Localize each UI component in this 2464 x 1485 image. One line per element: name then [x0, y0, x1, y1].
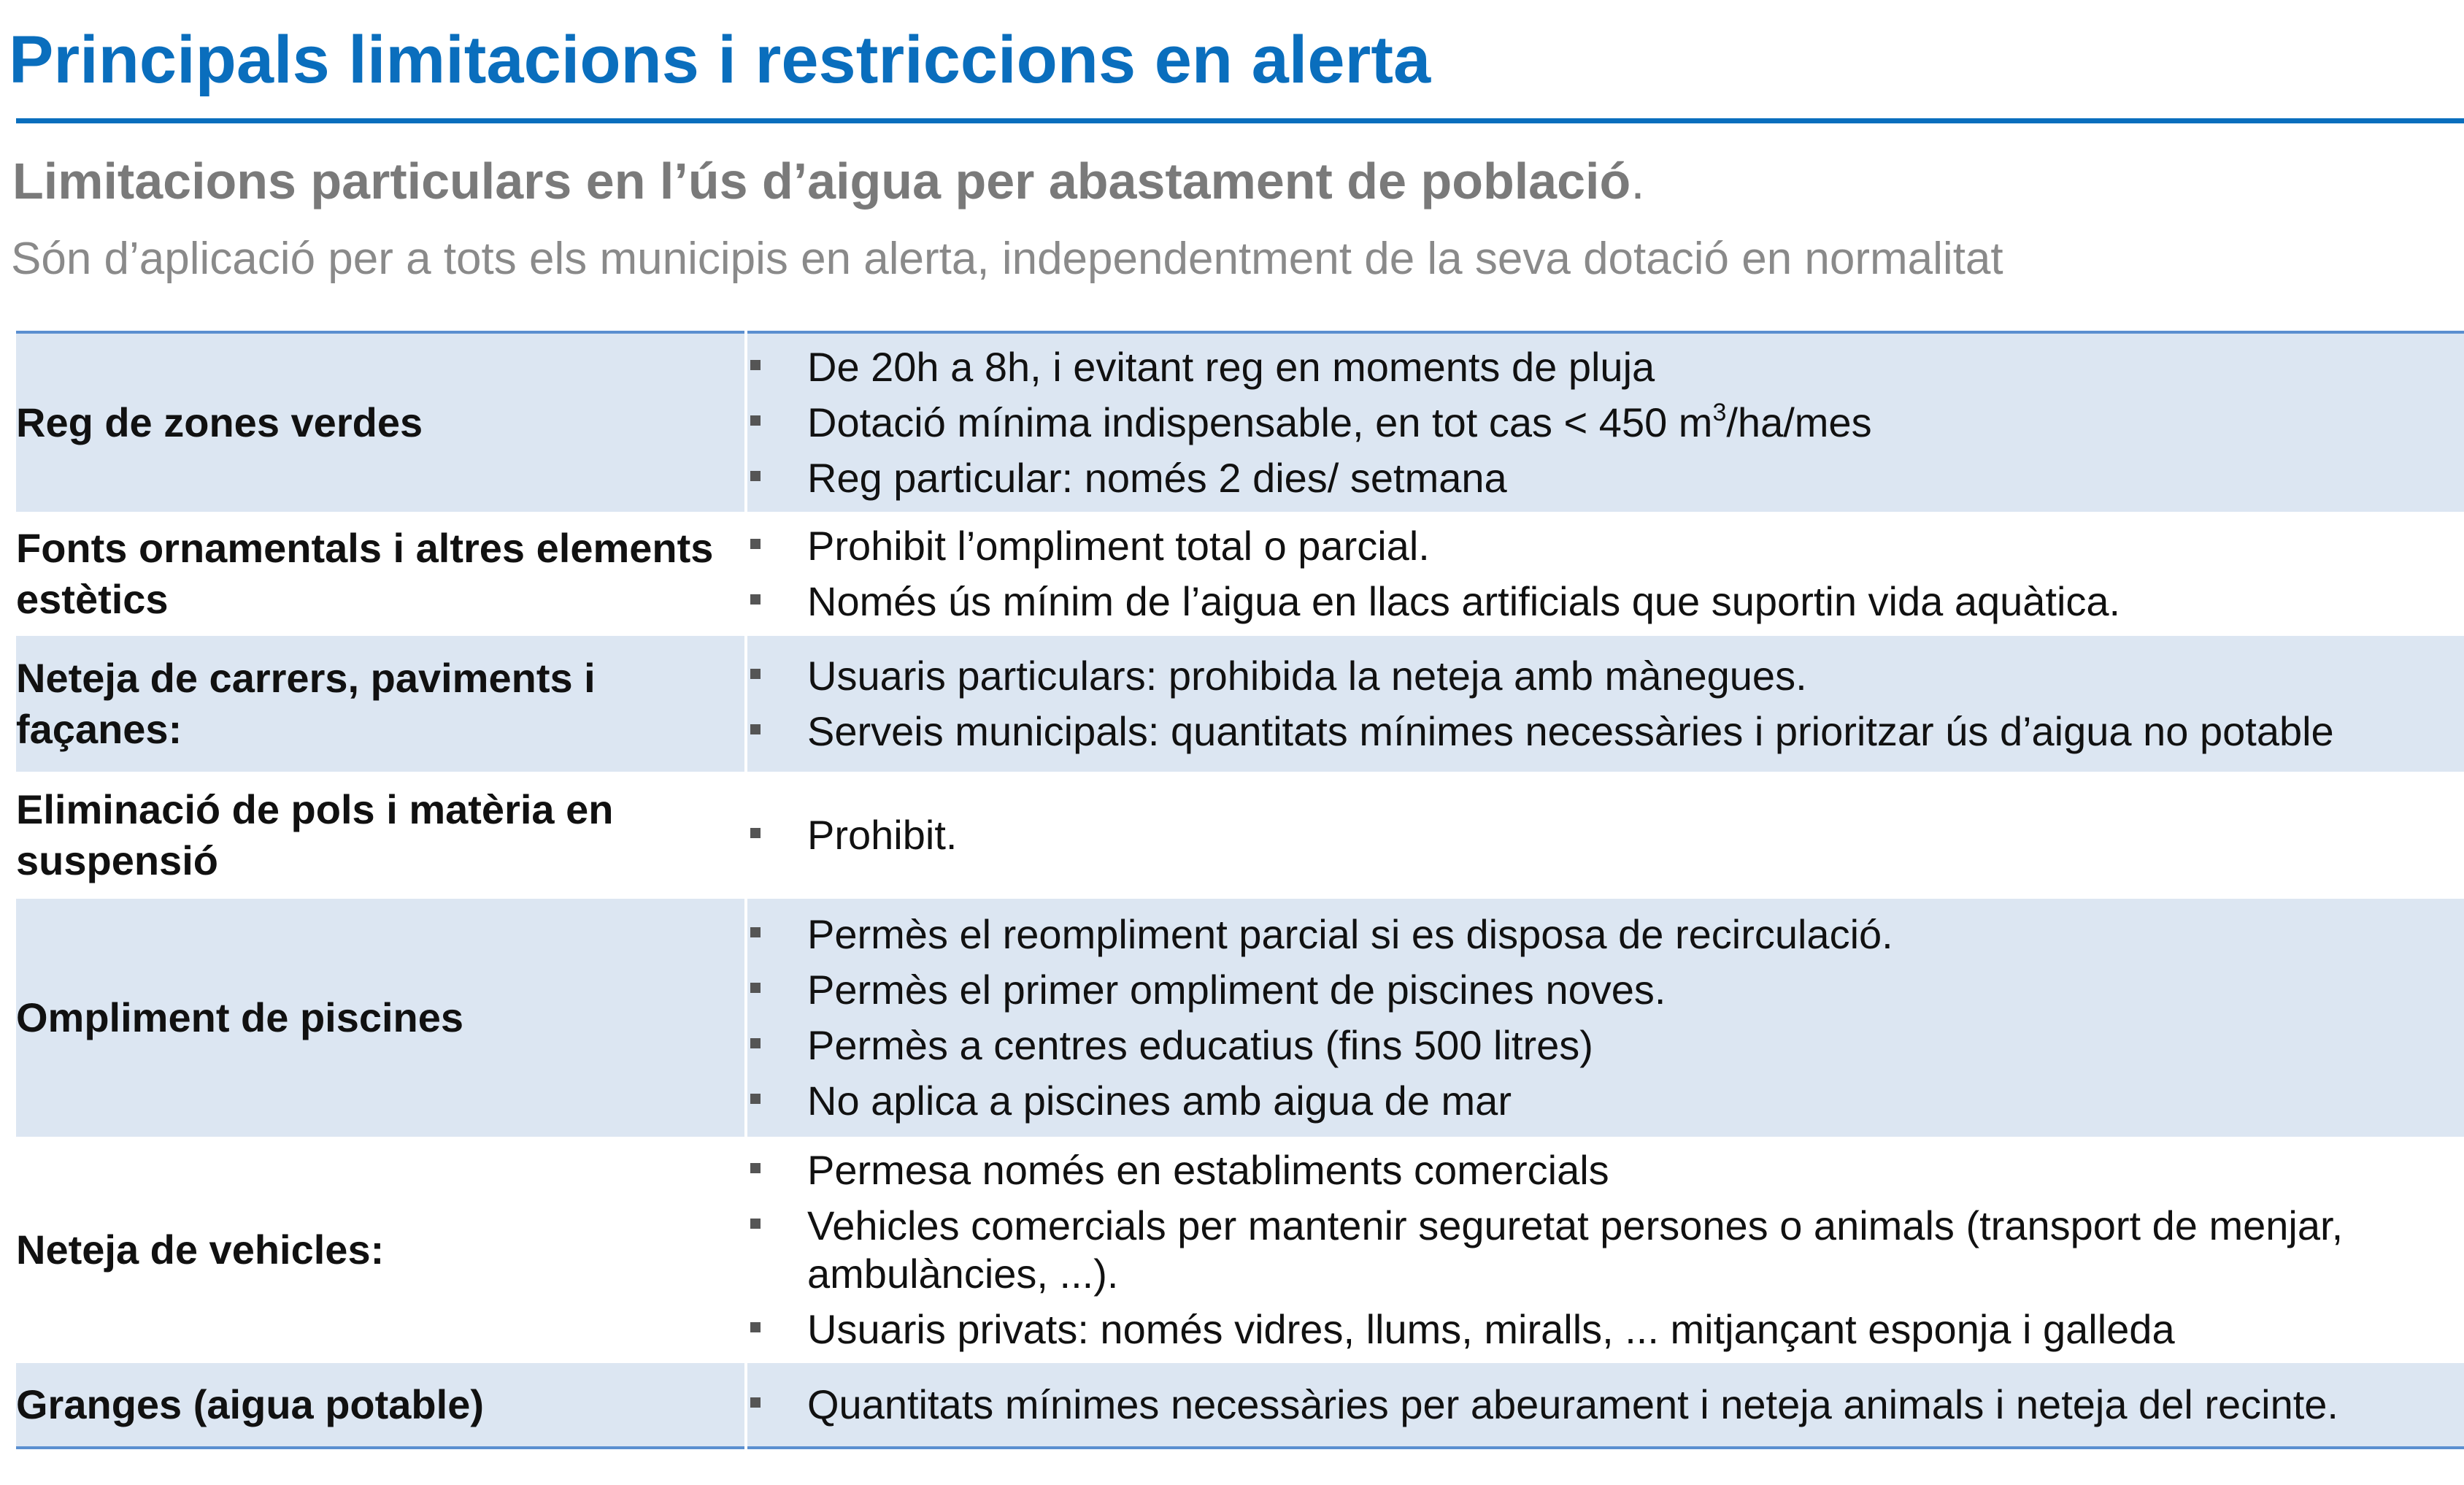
square-bullet-icon — [750, 983, 761, 993]
list-item — [747, 966, 2464, 1014]
list-item — [747, 454, 2464, 502]
list-item-text-end: /ha/mes — [1726, 399, 1872, 445]
table-row — [16, 636, 2464, 772]
subtitle-period: . — [1631, 153, 1645, 210]
square-bullet-icon — [750, 594, 761, 605]
table-row — [16, 772, 2464, 899]
subtitle-text: Limitacions particulars en l’ús d’aigua per abastament de població — [12, 153, 1631, 210]
square-bullet-icon — [750, 1219, 761, 1229]
category-cell: Ompliment de piscines — [16, 899, 746, 1137]
list-item — [747, 343, 2464, 391]
list-item-text: De 20h a 8h, i evitant reg en moments de pluja — [807, 344, 1655, 390]
list-item-text: Permesa només en establiments comercials — [807, 1147, 1609, 1193]
square-bullet-icon — [750, 927, 761, 937]
list-item-text: Permès el primer ompliment de piscines noves. — [807, 967, 1666, 1013]
category-cell: Neteja de vehicles: — [16, 1137, 746, 1363]
square-bullet-icon — [750, 1322, 761, 1332]
list-item — [747, 652, 2464, 700]
list-item — [747, 910, 2464, 959]
description: Són d’aplicació per a tots els municipis en alerta, independentment de la seva dotació en normalitat — [11, 234, 2003, 284]
table-row — [16, 1363, 2464, 1448]
list-item-text: Permès el reompliment parcial si es disposa de recirculació. — [807, 911, 1893, 957]
table-row — [16, 899, 2464, 1137]
list-item — [747, 811, 2464, 859]
list-item-text: No aplica a piscines amb aigua de mar — [807, 1078, 1512, 1124]
list-item-text: Només ús mínim de l’aigua en llacs artificials que suportin vida aquàtica. — [807, 578, 2121, 624]
list-item-text: Vehicles comercials per mantenir seguretat persones o animals (transport de menjar, ambulàncies, ...). — [807, 1202, 2344, 1297]
title-divider — [16, 118, 2464, 123]
rules-list — [747, 652, 2464, 756]
list-item — [747, 522, 2464, 570]
rules-list — [747, 1146, 2464, 1354]
square-bullet-icon — [750, 1397, 761, 1408]
square-bullet-icon — [750, 828, 761, 838]
superscript: 3 — [1712, 399, 1727, 426]
square-bullet-icon — [750, 669, 761, 679]
subtitle — [12, 146, 1645, 216]
rules-cell — [746, 332, 2464, 512]
table-row — [16, 1137, 2464, 1363]
rules-cell — [746, 512, 2464, 636]
square-bullet-icon — [750, 1094, 761, 1104]
square-bullet-icon — [750, 724, 761, 734]
square-bullet-icon — [750, 360, 761, 370]
square-bullet-icon — [750, 539, 761, 549]
page-title: Principals limitacions i restriccions en alerta — [9, 23, 1431, 97]
list-item-text: Permès a centres educatius (fins 500 litres) — [807, 1022, 1593, 1068]
list-item-text: Usuaris particulars: prohibida la neteja amb mànegues. — [807, 653, 1807, 699]
list-item-text: Prohibit l’ompliment total o parcial. — [807, 523, 1430, 569]
category-cell: Fonts ornamentals i altres elements estètics — [16, 512, 746, 636]
table-row — [16, 332, 2464, 512]
rules-cell — [746, 772, 2464, 899]
square-bullet-icon — [750, 1038, 761, 1048]
list-item — [747, 707, 2464, 756]
category-cell: Granges (aigua potable) — [16, 1363, 746, 1448]
rules-cell — [746, 636, 2464, 772]
square-bullet-icon — [750, 471, 761, 481]
category-cell: Reg de zones verdes — [16, 332, 746, 512]
list-item — [747, 1077, 2464, 1125]
list-item — [747, 1146, 2464, 1194]
list-item — [747, 578, 2464, 626]
restrictions-table — [16, 331, 2464, 1449]
table-row — [16, 512, 2464, 636]
list-item — [747, 1021, 2464, 1070]
list-item-text: Dotació mínima indispensable, en tot cas < 450 m — [807, 399, 1713, 445]
square-bullet-icon — [750, 415, 761, 426]
rules-cell — [746, 1363, 2464, 1448]
list-item — [747, 1202, 2464, 1298]
rules-list — [747, 910, 2464, 1125]
rules-cell — [746, 1137, 2464, 1363]
list-item — [747, 399, 2464, 447]
list-item — [747, 1381, 2464, 1429]
rules-cell — [746, 899, 2464, 1137]
rules-list — [747, 811, 2464, 859]
list-item-text: Reg particular: només 2 dies/ setmana — [807, 455, 1507, 501]
rules-list — [747, 522, 2464, 626]
list-item-text: Serveis municipals: quantitats mínimes necessàries i prioritzar ús d’aigua no potable — [807, 708, 2334, 754]
list-item-text: Quantitats mínimes necessàries per abeurament i neteja animals i neteja del recinte. — [807, 1381, 2338, 1427]
rules-list — [747, 1381, 2464, 1429]
category-cell: Neteja de carrers, paviments i façanes: — [16, 636, 746, 772]
list-item-text: Prohibit. — [807, 812, 958, 858]
list-item — [747, 1305, 2464, 1354]
list-item-text: Usuaris privats: només vidres, llums, miralls, ... mitjançant esponja i galleda — [807, 1306, 2175, 1352]
rules-list — [747, 343, 2464, 502]
square-bullet-icon — [750, 1163, 761, 1173]
category-cell: Eliminació de pols i matèria en suspensió — [16, 772, 746, 899]
